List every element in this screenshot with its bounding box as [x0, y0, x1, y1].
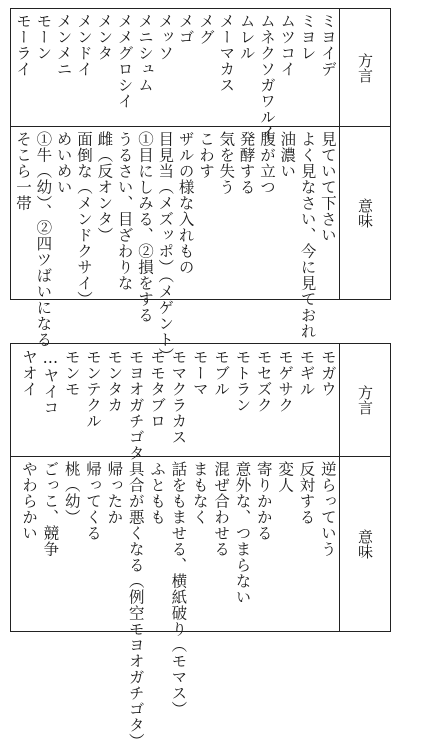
dialect-word: モンモ — [62, 349, 81, 397]
meaning-text: 変人 — [276, 461, 295, 493]
dialect-word: ムレル — [237, 13, 256, 61]
meaning-text: 反対する — [297, 461, 316, 525]
dialect-word: モブル — [212, 349, 231, 397]
dialect-word: メンドイ — [74, 13, 93, 77]
dialect-word: モヨオガチゴタ — [126, 349, 145, 461]
meaning-text: 目見当（メズッポ）（メゲント） — [156, 131, 175, 364]
dialect-word: …ヤイコ — [41, 349, 60, 416]
meaning-text: 面倒な（メンドクサイ） — [74, 131, 93, 307]
meaning-text: 見ていて下さい — [318, 131, 337, 243]
dialect-word: メーマカス — [217, 13, 236, 93]
dialect-word: ムネクソガワルイ — [257, 13, 276, 141]
dialect-word: ミヨイデ — [318, 13, 337, 77]
meaning-text: 油濃い — [278, 131, 297, 179]
dialect-word: メンタ — [95, 13, 114, 61]
row-divider — [11, 126, 390, 127]
dialect-table-2 — [10, 343, 391, 749]
meaning-text: 桃（幼） — [62, 461, 81, 525]
dialect-word: モーライ — [14, 13, 32, 77]
dialect-word: メメグロシイ — [115, 13, 134, 109]
dialect-word: モンテクル — [84, 349, 103, 429]
dialect-table-1 — [10, 8, 391, 364]
meaning-text: ごっこ、競争 — [41, 461, 60, 557]
dialect-words — [15, 349, 340, 461]
meaning-text: ①牛（幼）、②四ツばいになる — [34, 131, 53, 348]
meaning-text: ふともも — [148, 461, 167, 525]
dialect-word: モトラン — [233, 349, 252, 413]
dialect-word: メグ — [196, 13, 215, 45]
dialect-word: モーマ — [190, 349, 209, 397]
meaning-text: 雌（反オンタ） — [95, 131, 114, 243]
meaning-text: 話をもませる、横紙破り（モマス） — [169, 461, 188, 717]
meaning-text: よく見なさい、今に見ておれ — [298, 131, 317, 339]
dialect-word: ヤオイ — [20, 349, 38, 397]
meaning-header: 意味 — [356, 528, 374, 559]
meaning-text: 腹が立つ — [257, 131, 276, 195]
meaning-text: 混ぜ合わせる — [212, 461, 231, 557]
dialect-word: モンタカ — [105, 349, 124, 413]
dialect-word: モマクラカス — [169, 349, 188, 445]
meaning-text: 帰ってくる — [84, 461, 103, 541]
dialect-word: モギル — [297, 349, 316, 397]
meaning-header: 意味 — [356, 197, 374, 228]
meaning-text: 気を失う — [217, 131, 236, 195]
meanings — [14, 131, 340, 364]
meaning-text: まもなく — [190, 461, 209, 525]
dialect-words — [14, 13, 340, 141]
dialect-word: メニシュム — [135, 13, 154, 93]
meaning-text: こわす — [196, 131, 215, 179]
meaning-text: ザルの様な入れもの — [176, 131, 195, 275]
meaning-text: 具合が悪くなる（例空モヨオガチゴタ） — [126, 461, 145, 749]
row-divider — [11, 456, 390, 457]
dialect-word: モーン — [34, 13, 53, 61]
dialect-word: メンメニ — [54, 13, 73, 77]
dialect-word: モガウ — [318, 349, 337, 397]
meaning-text: 意外な、つまらない — [233, 461, 252, 605]
meaning-text: やわらかい — [20, 461, 38, 541]
dialect-word: モセズク — [254, 349, 273, 413]
meaning-text: 帰ったか — [105, 461, 124, 525]
dialect-word: モモタブロ — [148, 349, 167, 429]
dialect-word: メゴ — [176, 13, 195, 45]
meaning-text: 逆らっていう — [318, 461, 337, 557]
dialect-header: 方言 — [356, 385, 374, 415]
dialect-word: モゲサク — [276, 349, 295, 413]
meaning-text: ①目にしみる、②損をする — [135, 131, 154, 323]
meanings — [15, 461, 340, 749]
dialect-word: ムツコイ — [278, 13, 297, 77]
dialect-header: 方言 — [356, 52, 374, 83]
dialect-word: ミヨレ — [298, 13, 317, 61]
meaning-text: 寄りかかる — [254, 461, 273, 541]
meaning-text: 発酵する — [237, 131, 256, 195]
meaning-text: うるさい、目ざわりな — [115, 131, 134, 291]
meaning-text: そこら一帯 — [14, 131, 32, 211]
dialect-word: メッソ — [156, 13, 175, 61]
meaning-text: めいめい — [54, 131, 73, 195]
